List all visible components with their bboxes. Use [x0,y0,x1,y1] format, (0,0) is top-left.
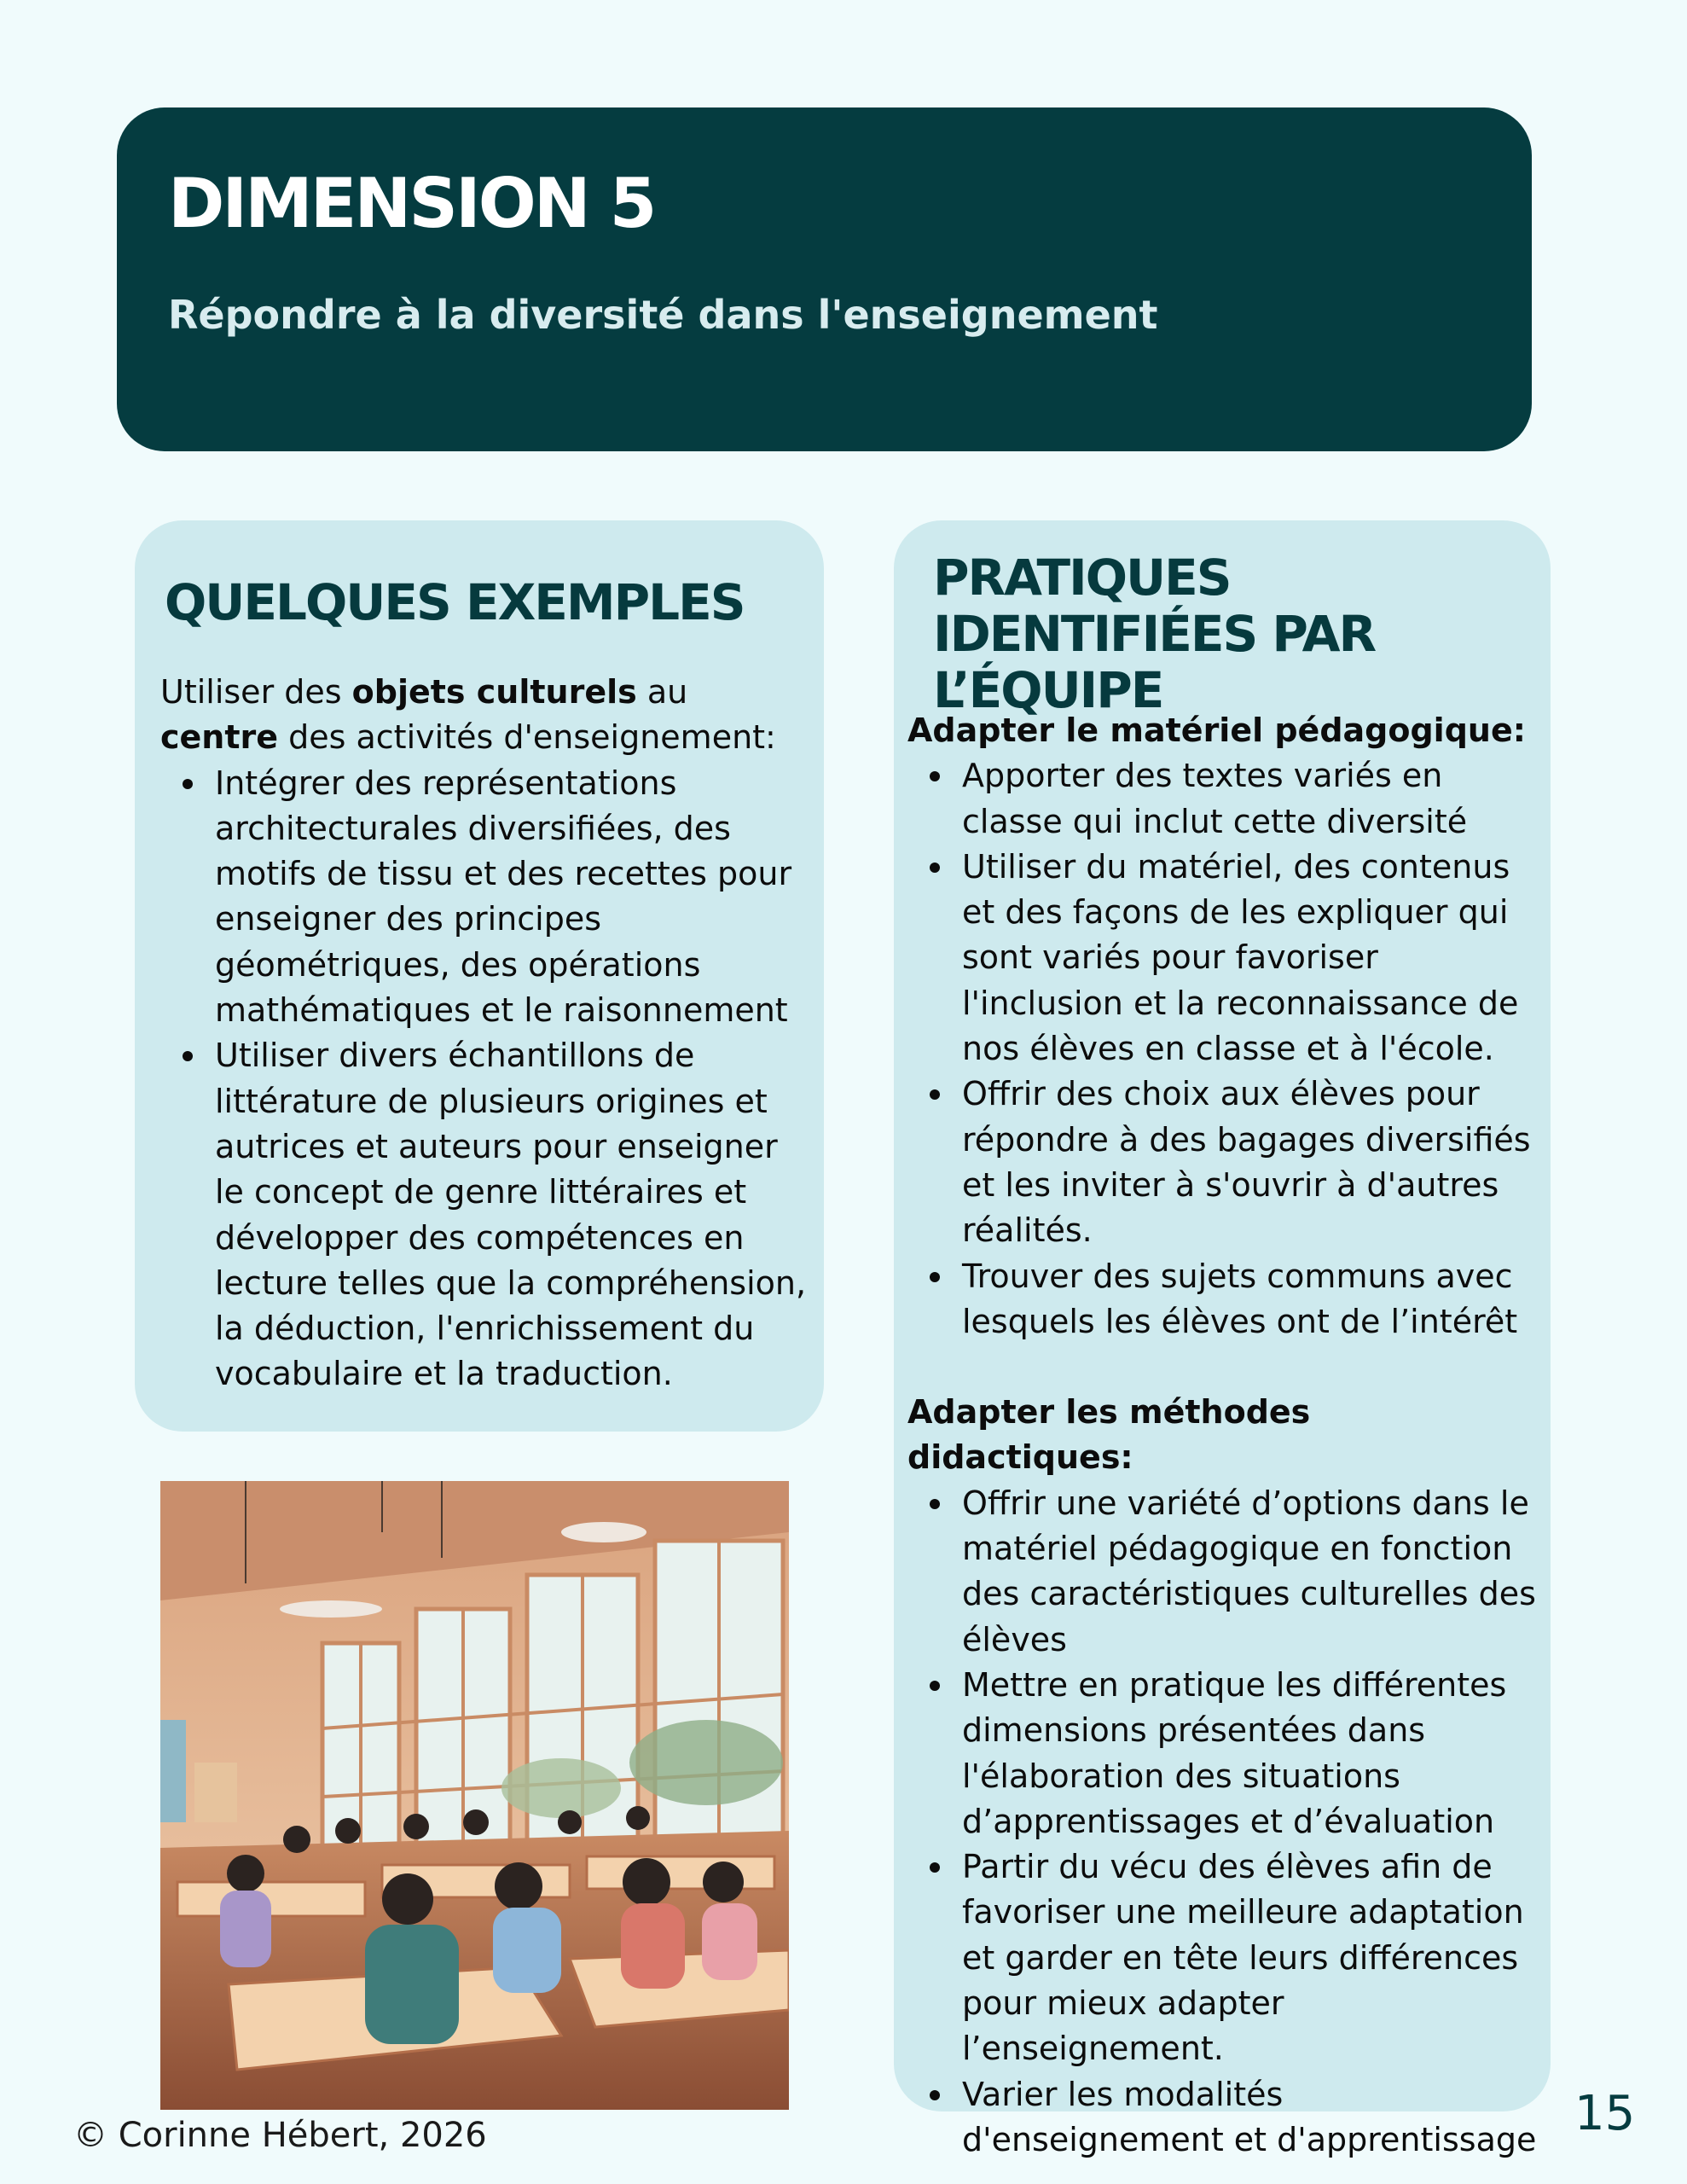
examples-list [160,761,809,1397]
list-item: Apporter des textes variés en classe qui inclut cette diversité [962,753,1543,845]
page-number: 15 [1574,2086,1636,2141]
practices-card [894,520,1551,2158]
intro-text: au [636,673,688,711]
list-item: Offrir des choix aux élèves pour répondre à des bagages diversifiés et les inviter à s'ouvrir à d'autres réalités. [962,1072,1543,1253]
methods-list [907,1481,1543,2163]
intro-text: Utiliser des [160,673,352,711]
dimension-title: DIMENSION 5 [168,164,655,243]
list-item: Utiliser du matériel, des contenus et des façons de les expliquer qui sont variés pour favoriser l'inclusion et la reconnaissance de nos élèves en classe et à l'école. [962,845,1543,1072]
practices-body [907,708,1543,2163]
classroom-illustration [160,1481,789,2110]
intro-bold-cultural-objects: objets culturels [351,673,637,711]
examples-title: QUELQUES EXEMPLES [165,573,745,631]
section-title-methods: Adapter les méthodes didactiques: [907,1393,1311,1477]
section-title-materials: Adapter le matériel pédagogique: [907,712,1526,749]
dimension-header [117,107,1532,451]
list-item: Offrir une variété d’options dans le matériel pédagogique en fonction des caractéristiques culturelles des élèves [962,1481,1543,1663]
list-item: Utiliser divers échantillons de littérature de plusieurs origines et autrices et auteurs pour enseigner le concept de genre littéraires et développer des compétences en lecture telles que la compréhension, la déduction, l'enrichissement du vocabulaire et la traduction. [215,1033,809,1397]
intro-text: des activités d'enseignement: [278,718,776,757]
examples-card [135,520,824,1432]
list-item: Intégrer des représentations architecturales diversifiées, des motifs de tissu et des recettes pour enseigner des principes géométriques, des opérations mathématiques et le raisonnement [215,761,809,1034]
examples-body [160,670,809,1397]
list-item: Trouver des sujets communs avec lesquels les élèves ont de l’intérêt [962,1254,1543,1345]
copyright: © Corinne Hébert, 2026 [73,2116,487,2155]
list-item: Mettre en pratique les différentes dimensions présentées dans l'élaboration des situations d’apprentissages et d’évaluation [962,1663,1543,1844]
practices-title: PRATIQUES IDENTIFIÉES PAR L’ÉQUIPE [933,549,1376,719]
examples-intro [160,670,809,761]
section-spacer [907,1345,1543,1390]
intro-bold-center: centre [160,718,279,757]
list-item: Partir du vécu des élèves afin de favoriser une meilleure adaptation et garder en tête leurs différences pour mieux adapter l’enseignement. [962,1844,1543,2071]
dimension-subtitle: Répondre à la diversité dans l'enseignement [168,292,1158,338]
materials-list [907,753,1543,1345]
list-item: Varier les modalités d'enseignement et d'apprentissage [962,2072,1543,2164]
